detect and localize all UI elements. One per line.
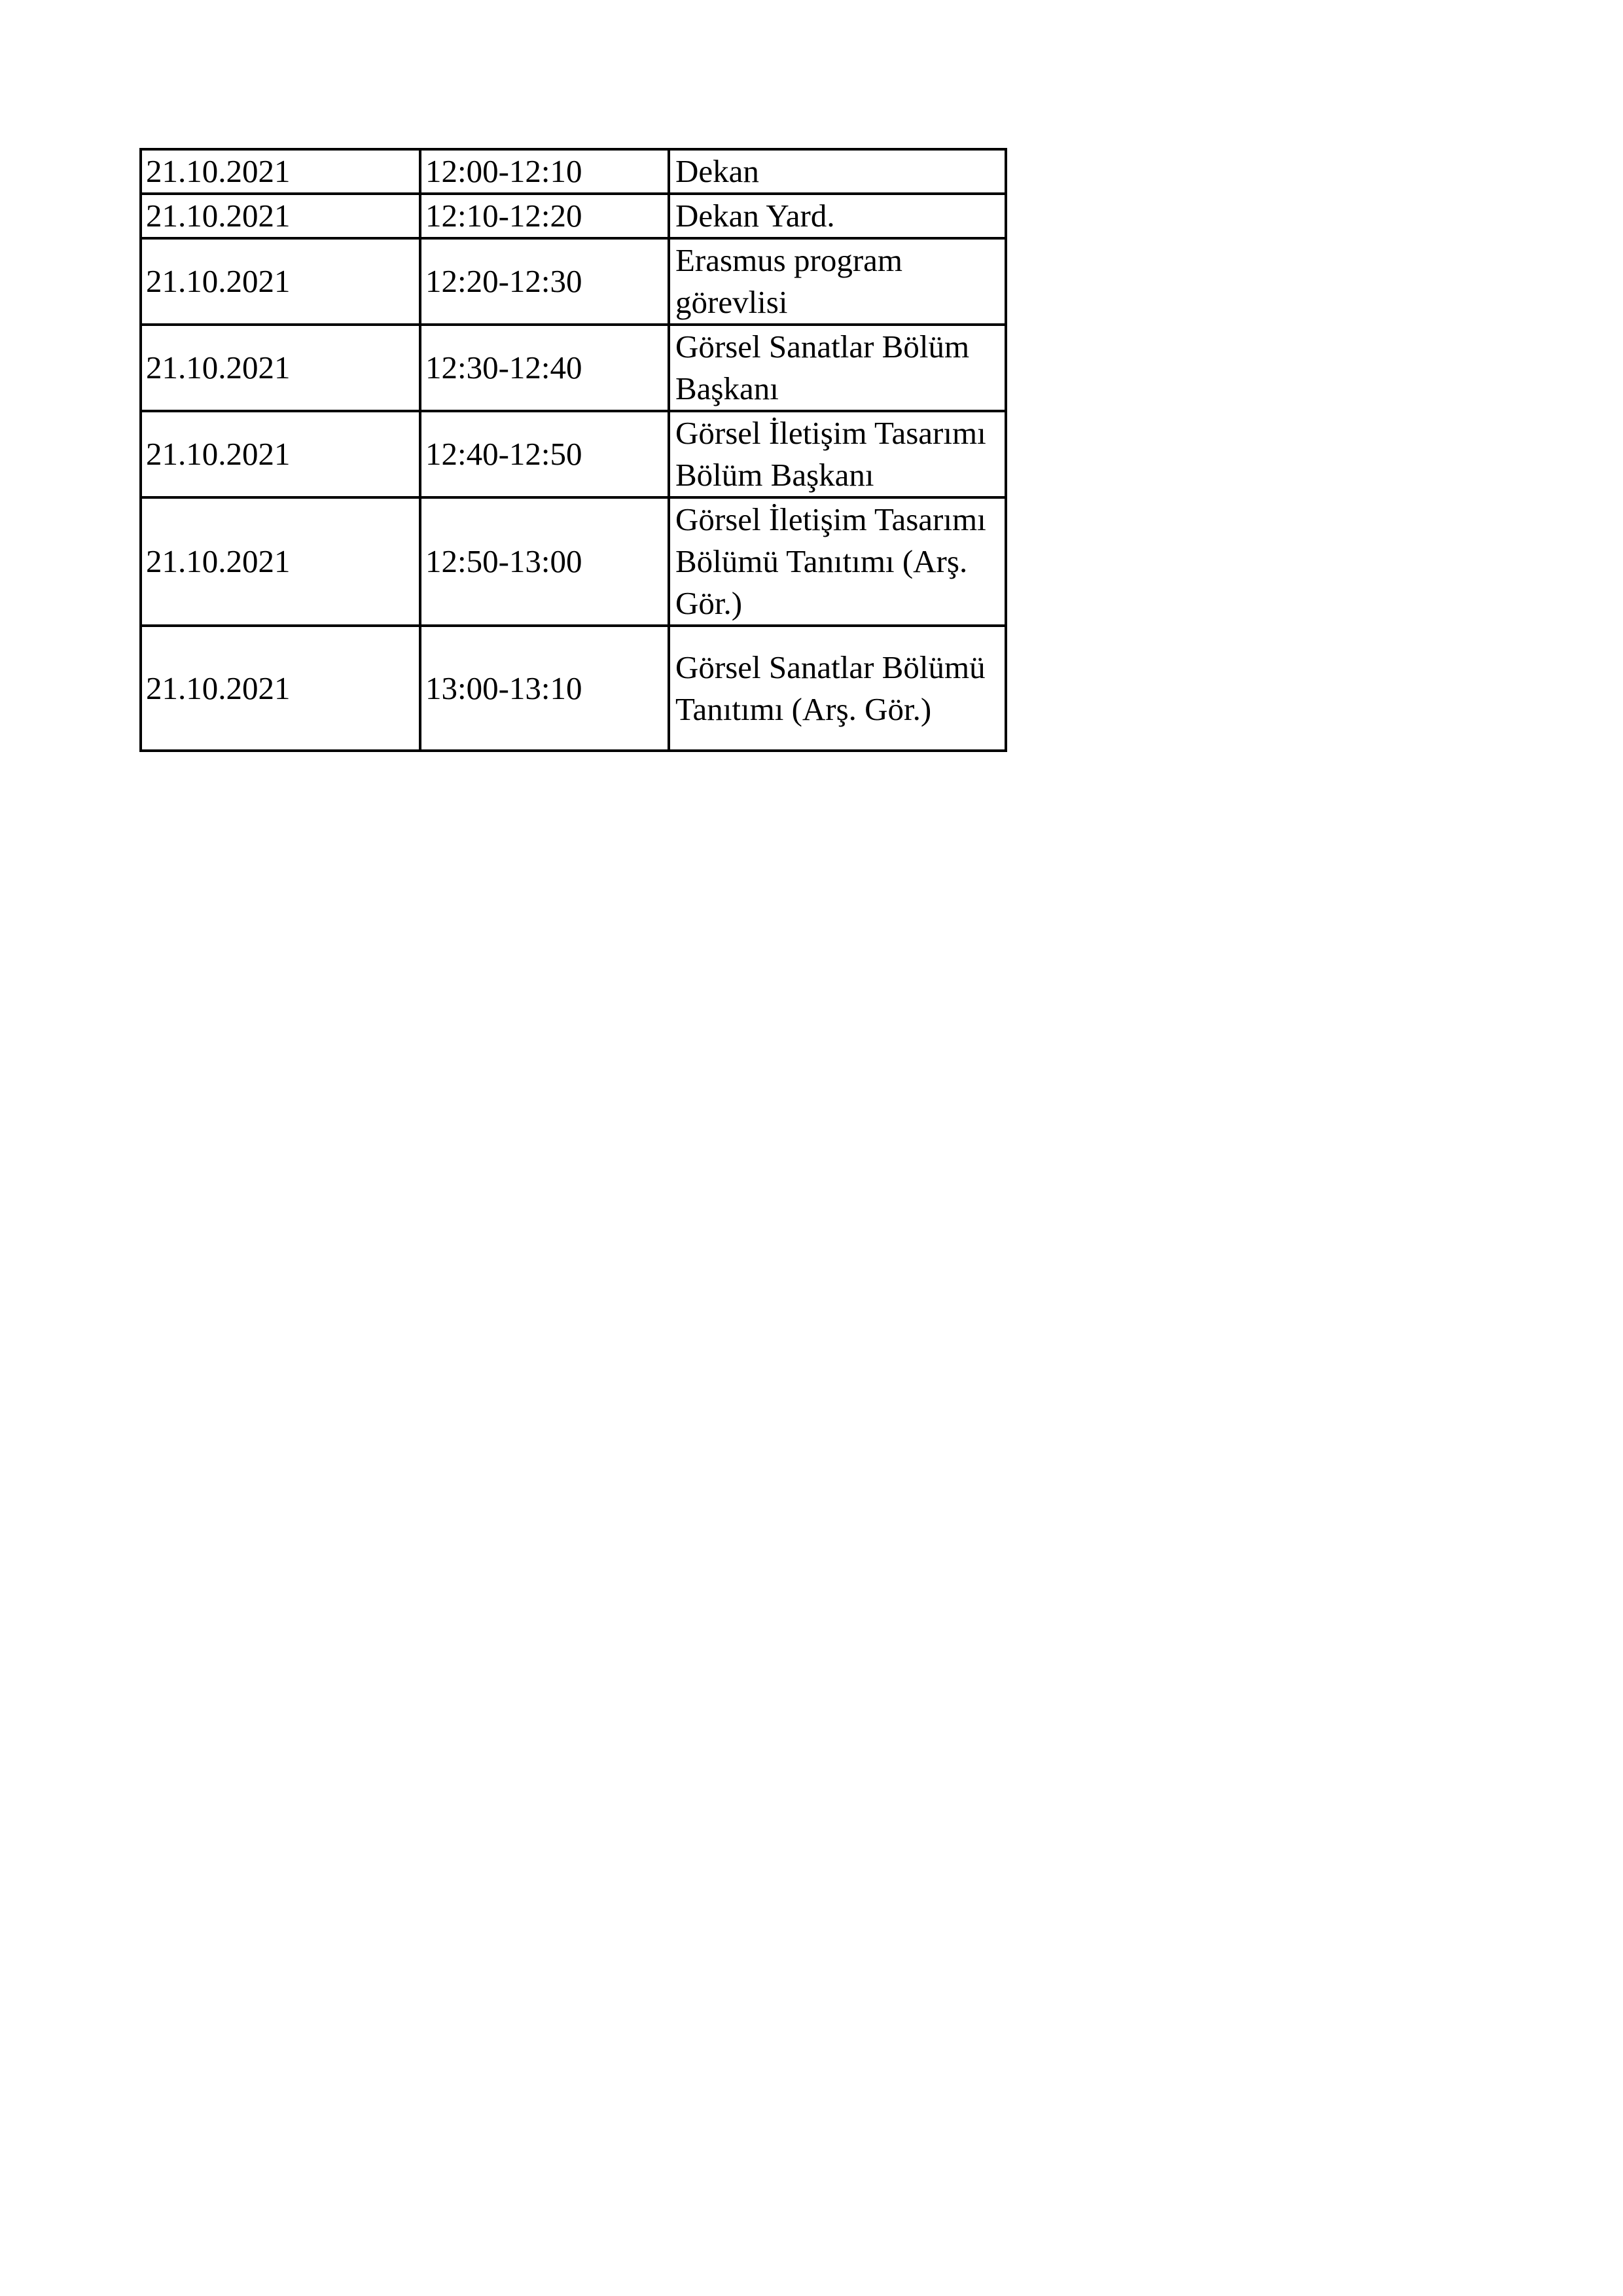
date-cell: 21.10.2021 <box>141 411 420 497</box>
time-cell: 12:00-12:10 <box>420 149 669 194</box>
time-cell: 12:30-12:40 <box>420 325 669 411</box>
time-cell: 12:10-12:20 <box>420 194 669 238</box>
time-cell: 13:00-13:10 <box>420 626 669 751</box>
description-cell: Görsel Sanatlar Bölümü Tanıtımı (Arş. Gör.) <box>669 626 1006 751</box>
description-cell: Erasmus program görevlisi <box>669 238 1006 325</box>
description-cell: Dekan <box>669 149 1006 194</box>
description-cell: Dekan Yard. <box>669 194 1006 238</box>
date-cell: 21.10.2021 <box>141 149 420 194</box>
table-row <box>141 238 1006 325</box>
table-row <box>141 149 1006 194</box>
time-cell: 12:40-12:50 <box>420 411 669 497</box>
table-row <box>141 497 1006 626</box>
time-cell: 12:50-13:00 <box>420 497 669 626</box>
table-row <box>141 626 1006 751</box>
time-cell: 12:20-12:30 <box>420 238 669 325</box>
date-cell: 21.10.2021 <box>141 626 420 751</box>
description-cell: Görsel İletişim Tasarımı Bölümü Tanıtımı (Arş. Gör.) <box>669 497 1006 626</box>
date-cell: 21.10.2021 <box>141 238 420 325</box>
date-cell: 21.10.2021 <box>141 194 420 238</box>
table-row <box>141 194 1006 238</box>
schedule-table <box>139 148 1007 752</box>
table-row <box>141 325 1006 411</box>
date-cell: 21.10.2021 <box>141 325 420 411</box>
description-cell: Görsel İletişim Tasarımı Bölüm Başkanı <box>669 411 1006 497</box>
description-cell: Görsel Sanatlar Bölüm Başkanı <box>669 325 1006 411</box>
table-row <box>141 411 1006 497</box>
date-cell: 21.10.2021 <box>141 497 420 626</box>
